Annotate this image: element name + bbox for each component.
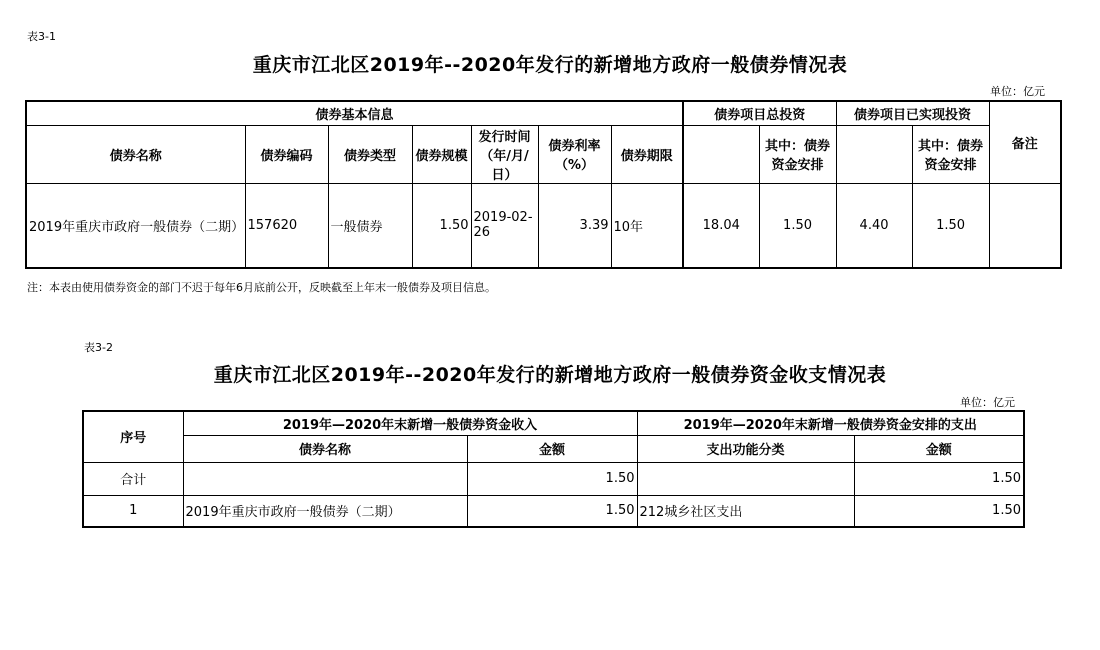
bond-info-table bbox=[25, 100, 1062, 269]
col-amount-in: 金额 bbox=[467, 435, 637, 462]
cell-bond-scale: 1.50 bbox=[412, 183, 471, 268]
table-row bbox=[26, 183, 1061, 268]
col-interest-rate: 债券利率（%） bbox=[538, 125, 611, 183]
col-bond-type: 债券类型 bbox=[328, 125, 412, 183]
cell-total-label: 合计 bbox=[83, 462, 183, 495]
col-amount-out: 金额 bbox=[854, 435, 1024, 462]
col-total-blank bbox=[683, 125, 759, 183]
table1-title: 重庆市江北区2019年--2020年发行的新增地方政府一般债券情况表 bbox=[252, 54, 848, 76]
cell-total-function bbox=[637, 462, 854, 495]
cell-issue-date: 2019-02-26 bbox=[471, 183, 538, 268]
table1-label: 表3-1 bbox=[27, 30, 56, 43]
cell-realized-investment: 4.40 bbox=[836, 183, 912, 268]
col-bond-scale: 债券规模 bbox=[412, 125, 471, 183]
cell-bond-name: 2019年重庆市政府一般债券（二期） bbox=[183, 495, 467, 527]
cell-amount-in: 1.50 bbox=[467, 495, 637, 527]
header-expense: 2019年—2020年末新增一般债券资金安排的支出 bbox=[637, 411, 1024, 435]
table2-label: 表3-2 bbox=[84, 341, 113, 354]
cell-bond-term: 10年 bbox=[611, 183, 683, 268]
cell-total-sub: 1.50 bbox=[759, 183, 836, 268]
cell-total-investment: 18.04 bbox=[683, 183, 759, 268]
col-bond-name: 债券名称 bbox=[183, 435, 467, 462]
cell-bond-type: 一般债券 bbox=[328, 183, 412, 268]
header-income: 2019年—2020年末新增一般债券资金收入 bbox=[183, 411, 637, 435]
table1-note: 注：本表由使用债券资金的部门不迟于每年6月底前公开，反映截至上年末一般债券及项目信息。 bbox=[27, 281, 496, 294]
col-total-sub: 其中：债券资金安排 bbox=[759, 125, 836, 183]
header-total-investment: 债券项目总投资 bbox=[683, 101, 836, 125]
cell-realized-sub: 1.50 bbox=[912, 183, 989, 268]
col-issue-date: 发行时间（年/月/日） bbox=[471, 125, 538, 183]
table1-unit: 单位：亿元 bbox=[990, 85, 1045, 98]
header-remarks: 备注 bbox=[989, 101, 1061, 183]
col-realized-sub: 其中：债券资金安排 bbox=[912, 125, 989, 183]
cell-remarks bbox=[989, 183, 1061, 268]
header-realized-investment: 债券项目已实现投资 bbox=[836, 101, 989, 125]
col-realized-blank bbox=[836, 125, 912, 183]
header-seq: 序号 bbox=[83, 411, 183, 462]
cell-bond-code: 157620 bbox=[245, 183, 328, 268]
cell-bond-name: 2019年重庆市政府一般债券（二期） bbox=[26, 183, 245, 268]
col-bond-code: 债券编码 bbox=[245, 125, 328, 183]
cell-seq: 1 bbox=[83, 495, 183, 527]
table-row bbox=[83, 495, 1024, 527]
col-bond-name: 债券名称 bbox=[26, 125, 245, 183]
cell-amount-out: 1.50 bbox=[854, 495, 1024, 527]
table2-title: 重庆市江北区2019年--2020年发行的新增地方政府一般债券资金收支情况表 bbox=[213, 364, 887, 386]
total-row bbox=[83, 462, 1024, 495]
fund-balance-table bbox=[82, 410, 1025, 528]
col-bond-term: 债券期限 bbox=[611, 125, 683, 183]
header-basic-info: 债券基本信息 bbox=[26, 101, 683, 125]
cell-total-amount-in: 1.50 bbox=[467, 462, 637, 495]
cell-total-amount-out: 1.50 bbox=[854, 462, 1024, 495]
cell-function: 212城乡社区支出 bbox=[637, 495, 854, 527]
cell-total-bond-name bbox=[183, 462, 467, 495]
cell-interest-rate: 3.39 bbox=[538, 183, 611, 268]
col-function: 支出功能分类 bbox=[637, 435, 854, 462]
table2-unit: 单位：亿元 bbox=[960, 396, 1015, 409]
